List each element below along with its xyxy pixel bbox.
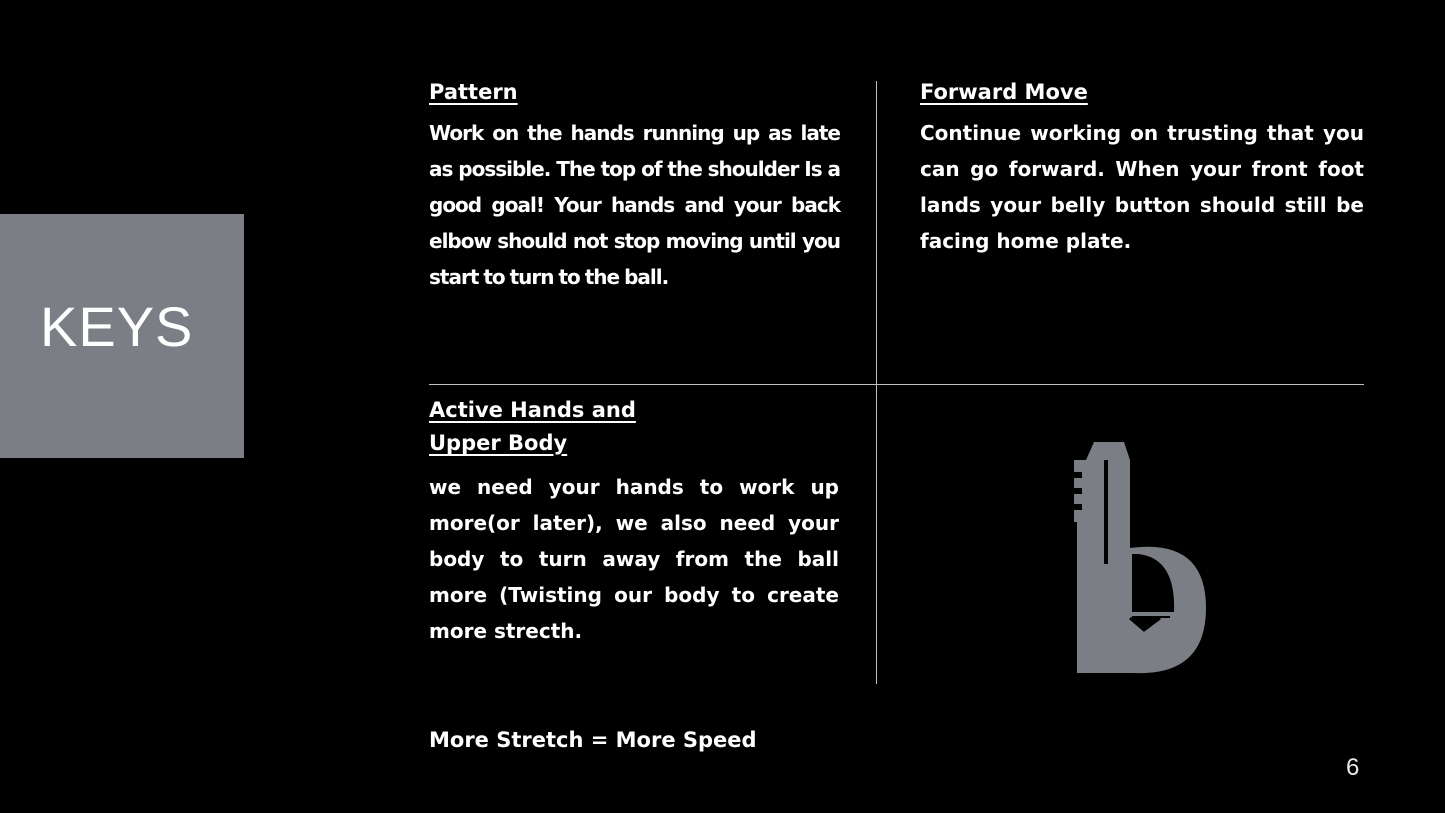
- forward-move-body: Continue working on trusting that you can go forward. When your front foot lands your belly button should still be facing home plate.: [920, 121, 1364, 253]
- section-title: KEYS: [40, 295, 194, 358]
- forward-move-heading: Forward Move: [920, 80, 1088, 104]
- pattern-body: Work on the hands running up as late as possible. The top of the shoulder Is a good goal! Your hands and your back elbow should not stop moving until you start to turn to the ball.: [429, 121, 840, 289]
- active-hands-body: we need your hands to work up more(or later), we also need your body to turn away from the ball more (Twisting our body to create more strecth.: [429, 475, 839, 643]
- summary-text: More Stretch = More Speed: [429, 728, 757, 752]
- row-divider: [429, 384, 1364, 385]
- active-hands-heading-line2: Upper Body: [429, 431, 568, 455]
- key-icon: [1060, 430, 1220, 684]
- page-number: 6: [1346, 754, 1360, 781]
- active-hands-heading-line1: Active Hands and: [429, 398, 636, 422]
- column-divider: [876, 81, 877, 684]
- pattern-heading: Pattern: [429, 80, 518, 104]
